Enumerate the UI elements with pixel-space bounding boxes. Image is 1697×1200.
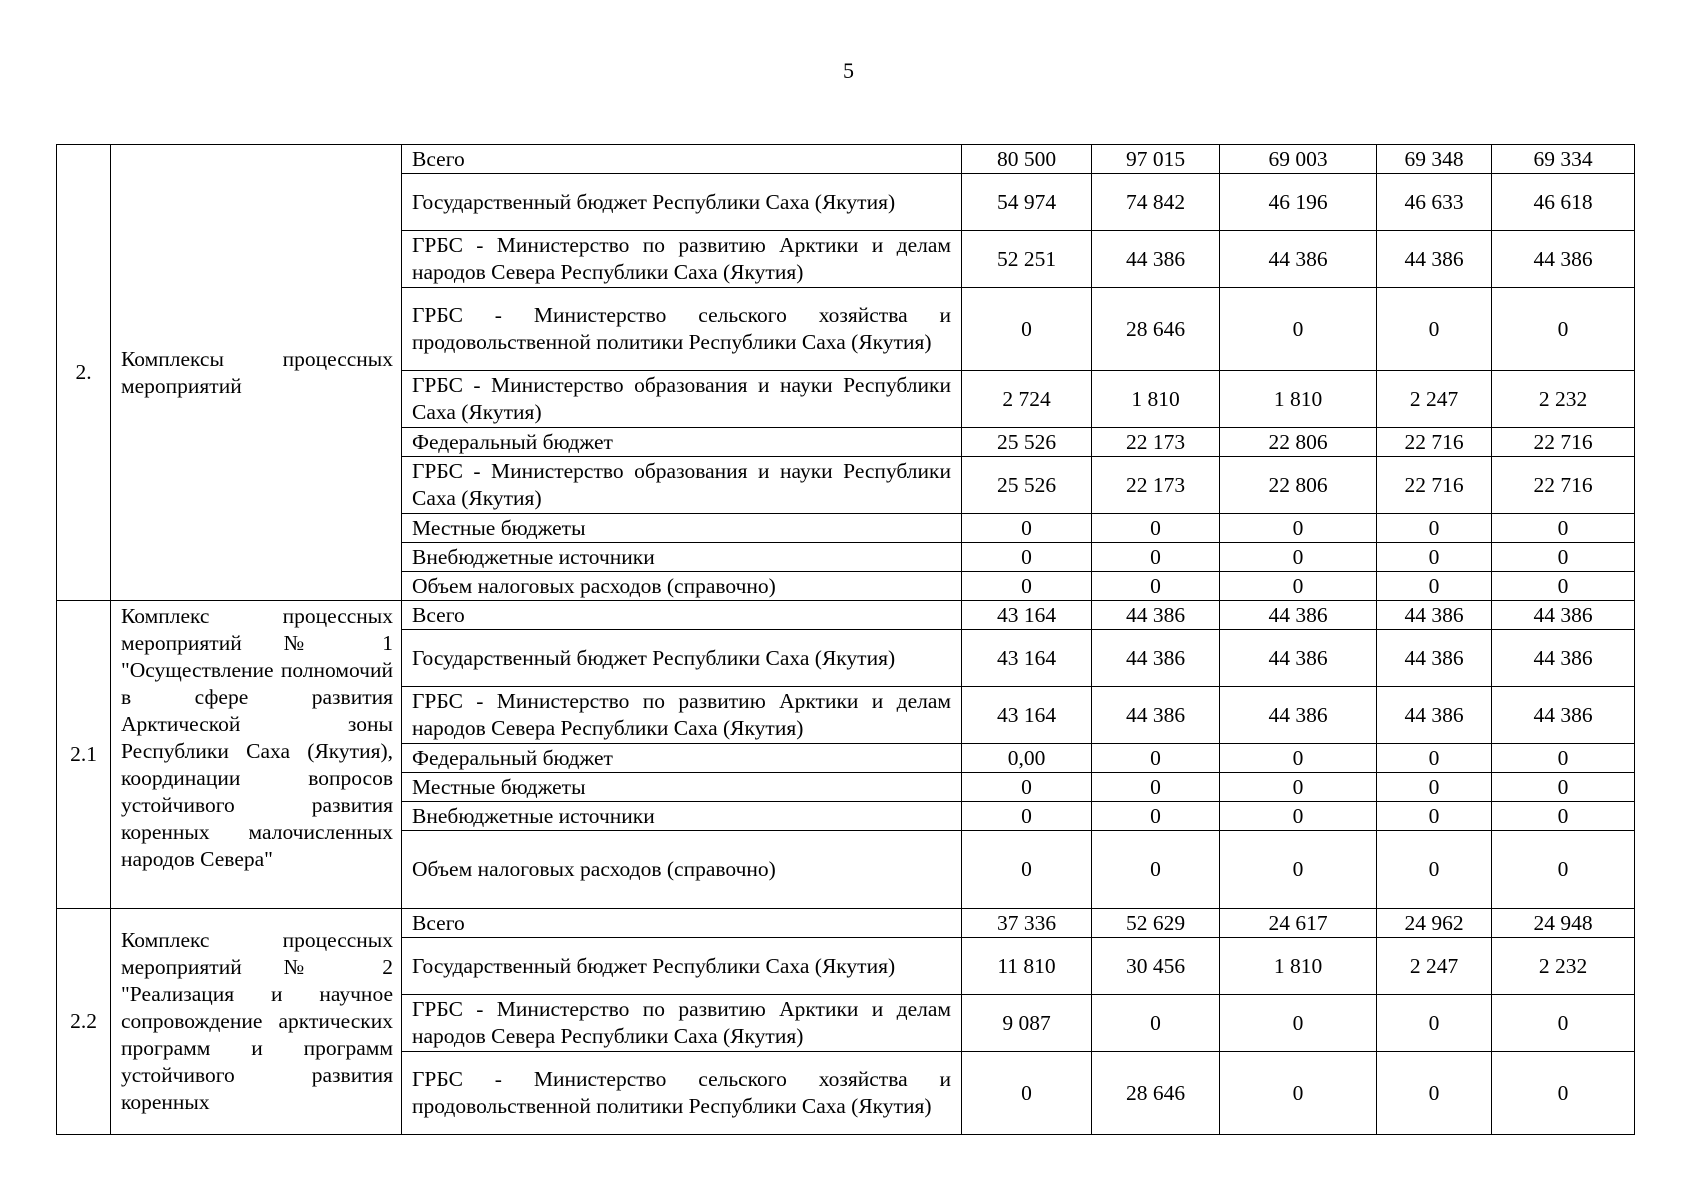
value-cell: 0 (1220, 773, 1377, 802)
value-cell: 28 646 (1092, 288, 1220, 371)
value-cell: 44 386 (1092, 687, 1220, 744)
funding-source: Местные бюджеты (402, 773, 962, 802)
value-cell: 0 (1220, 831, 1377, 909)
value-cell: 43 164 (962, 687, 1092, 744)
section-name: Комплексы процессных мероприятий (111, 145, 402, 601)
value-cell: 0 (1492, 744, 1635, 773)
value-cell: 0 (1492, 1052, 1635, 1135)
value-cell: 0 (962, 831, 1092, 909)
budget-table (56, 144, 1635, 1135)
value-cell: 44 386 (1492, 601, 1635, 630)
section-name: Комплекс процессных мероприятий № 1 "Осуществление полномочий в сфере развития Арктической зоны Республики Саха (Якутия), координации вопросов устойчивого развития коренных малочисленных народов Севера" (111, 601, 402, 909)
value-cell: 2 232 (1492, 371, 1635, 428)
funding-source: Внебюджетные источники (402, 802, 962, 831)
value-cell: 44 386 (1377, 231, 1492, 288)
value-cell: 0 (1092, 514, 1220, 543)
value-cell: 2 232 (1492, 938, 1635, 995)
value-cell: 1 810 (1092, 371, 1220, 428)
value-cell: 2 724 (962, 371, 1092, 428)
value-cell: 44 386 (1220, 231, 1377, 288)
value-cell: 0 (962, 543, 1092, 572)
value-cell: 2 247 (1377, 938, 1492, 995)
value-cell: 0 (1492, 773, 1635, 802)
value-cell: 0 (1220, 995, 1377, 1052)
value-cell: 0 (962, 514, 1092, 543)
value-cell: 44 386 (1377, 601, 1492, 630)
funding-source: ГРБС - Министерство образования и науки Республики Саха (Якутия) (402, 371, 962, 428)
value-cell: 52 629 (1092, 909, 1220, 938)
value-cell: 0 (1220, 802, 1377, 831)
value-cell: 0 (1492, 288, 1635, 371)
value-cell: 69 003 (1220, 145, 1377, 174)
value-cell: 30 456 (1092, 938, 1220, 995)
funding-source: Объем налоговых расходов (справочно) (402, 831, 962, 909)
value-cell: 9 087 (962, 995, 1092, 1052)
value-cell: 0 (1492, 995, 1635, 1052)
section-name: Комплекс процессных мероприятий № 2 "Реализация и научное сопровождение арктических программ и программ устойчивого развития коренных (111, 909, 402, 1135)
value-cell: 0 (962, 1052, 1092, 1135)
value-cell: 0 (1492, 543, 1635, 572)
value-cell: 0 (1092, 831, 1220, 909)
value-cell: 44 386 (1377, 630, 1492, 687)
value-cell: 0 (1220, 1052, 1377, 1135)
value-cell: 97 015 (1092, 145, 1220, 174)
value-cell: 22 716 (1492, 457, 1635, 514)
value-cell: 28 646 (1092, 1052, 1220, 1135)
value-cell: 0 (1492, 572, 1635, 601)
value-cell: 24 948 (1492, 909, 1635, 938)
value-cell: 44 386 (1092, 601, 1220, 630)
value-cell: 25 526 (962, 457, 1092, 514)
funding-source: Местные бюджеты (402, 514, 962, 543)
value-cell: 46 618 (1492, 174, 1635, 231)
value-cell: 24 962 (1377, 909, 1492, 938)
funding-source: Всего (402, 145, 962, 174)
value-cell: 22 806 (1220, 428, 1377, 457)
funding-source: Всего (402, 909, 962, 938)
value-cell: 0 (1377, 543, 1492, 572)
funding-source: Объем налоговых расходов (справочно) (402, 572, 962, 601)
value-cell: 44 386 (1492, 231, 1635, 288)
value-cell: 0 (1377, 995, 1492, 1052)
section-index: 2.2 (57, 909, 111, 1135)
value-cell: 24 617 (1220, 909, 1377, 938)
value-cell: 44 386 (1377, 687, 1492, 744)
value-cell: 0 (1377, 744, 1492, 773)
funding-source: Внебюджетные источники (402, 543, 962, 572)
table-row (57, 145, 1635, 174)
value-cell: 69 348 (1377, 145, 1492, 174)
value-cell: 46 196 (1220, 174, 1377, 231)
value-cell: 37 336 (962, 909, 1092, 938)
value-cell: 25 526 (962, 428, 1092, 457)
value-cell: 0 (962, 802, 1092, 831)
value-cell: 0 (1492, 802, 1635, 831)
value-cell: 52 251 (962, 231, 1092, 288)
funding-source: Федеральный бюджет (402, 744, 962, 773)
funding-source: Государственный бюджет Республики Саха (Якутия) (402, 938, 962, 995)
value-cell: 0 (1220, 572, 1377, 601)
value-cell: 43 164 (962, 601, 1092, 630)
value-cell: 0 (1220, 744, 1377, 773)
value-cell: 0 (1377, 831, 1492, 909)
value-cell: 0 (1377, 514, 1492, 543)
value-cell: 74 842 (1092, 174, 1220, 231)
section-index: 2.1 (57, 601, 111, 909)
value-cell: 22 806 (1220, 457, 1377, 514)
value-cell: 0 (1377, 288, 1492, 371)
funding-source: ГРБС - Министерство образования и науки Республики Саха (Якутия) (402, 457, 962, 514)
value-cell: 44 386 (1492, 687, 1635, 744)
value-cell: 0 (1092, 773, 1220, 802)
value-cell: 0 (1092, 572, 1220, 601)
value-cell: 0 (1092, 995, 1220, 1052)
value-cell: 22 716 (1377, 428, 1492, 457)
table-row (57, 601, 1635, 630)
value-cell: 0 (1492, 831, 1635, 909)
value-cell: 0 (1092, 802, 1220, 831)
value-cell: 22 716 (1492, 428, 1635, 457)
value-cell: 44 386 (1220, 601, 1377, 630)
value-cell: 80 500 (962, 145, 1092, 174)
value-cell: 69 334 (1492, 145, 1635, 174)
funding-source: ГРБС - Министерство сельского хозяйства и продовольственной политики Республики Саха (Якутия) (402, 1052, 962, 1135)
table-row (57, 909, 1635, 938)
value-cell: 0 (1492, 514, 1635, 543)
value-cell: 54 974 (962, 174, 1092, 231)
value-cell: 0,00 (962, 744, 1092, 773)
value-cell: 0 (1377, 1052, 1492, 1135)
value-cell: 0 (1092, 543, 1220, 572)
funding-source: Государственный бюджет Республики Саха (Якутия) (402, 630, 962, 687)
funding-source: ГРБС - Министерство сельского хозяйства и продовольственной политики Республики Саха (Якутия) (402, 288, 962, 371)
value-cell: 0 (962, 773, 1092, 802)
value-cell: 0 (1377, 802, 1492, 831)
funding-source: ГРБС - Министерство по развитию Арктики и делам народов Севера Республики Саха (Якутия) (402, 995, 962, 1052)
funding-source: ГРБС - Министерство по развитию Арктики и делам народов Севера Республики Саха (Якутия) (402, 231, 962, 288)
funding-source: ГРБС - Министерство по развитию Арктики и делам народов Севера Республики Саха (Якутия) (402, 687, 962, 744)
value-cell: 0 (962, 288, 1092, 371)
value-cell: 0 (1377, 572, 1492, 601)
value-cell: 0 (1092, 744, 1220, 773)
value-cell: 11 810 (962, 938, 1092, 995)
funding-source: Государственный бюджет Республики Саха (Якутия) (402, 174, 962, 231)
value-cell: 22 173 (1092, 457, 1220, 514)
value-cell: 1 810 (1220, 938, 1377, 995)
page-number: 5 (843, 58, 854, 83)
section-index: 2. (57, 145, 111, 601)
value-cell: 22 173 (1092, 428, 1220, 457)
value-cell: 0 (1377, 773, 1492, 802)
value-cell: 1 810 (1220, 371, 1377, 428)
value-cell: 44 386 (1092, 630, 1220, 687)
value-cell: 46 633 (1377, 174, 1492, 231)
value-cell: 2 247 (1377, 371, 1492, 428)
funding-source: Федеральный бюджет (402, 428, 962, 457)
value-cell: 44 386 (1492, 630, 1635, 687)
value-cell: 0 (1220, 543, 1377, 572)
value-cell: 0 (962, 572, 1092, 601)
value-cell: 43 164 (962, 630, 1092, 687)
value-cell: 44 386 (1092, 231, 1220, 288)
value-cell: 44 386 (1220, 630, 1377, 687)
value-cell: 22 716 (1377, 457, 1492, 514)
value-cell: 44 386 (1220, 687, 1377, 744)
funding-source: Всего (402, 601, 962, 630)
value-cell: 0 (1220, 514, 1377, 543)
value-cell: 0 (1220, 288, 1377, 371)
